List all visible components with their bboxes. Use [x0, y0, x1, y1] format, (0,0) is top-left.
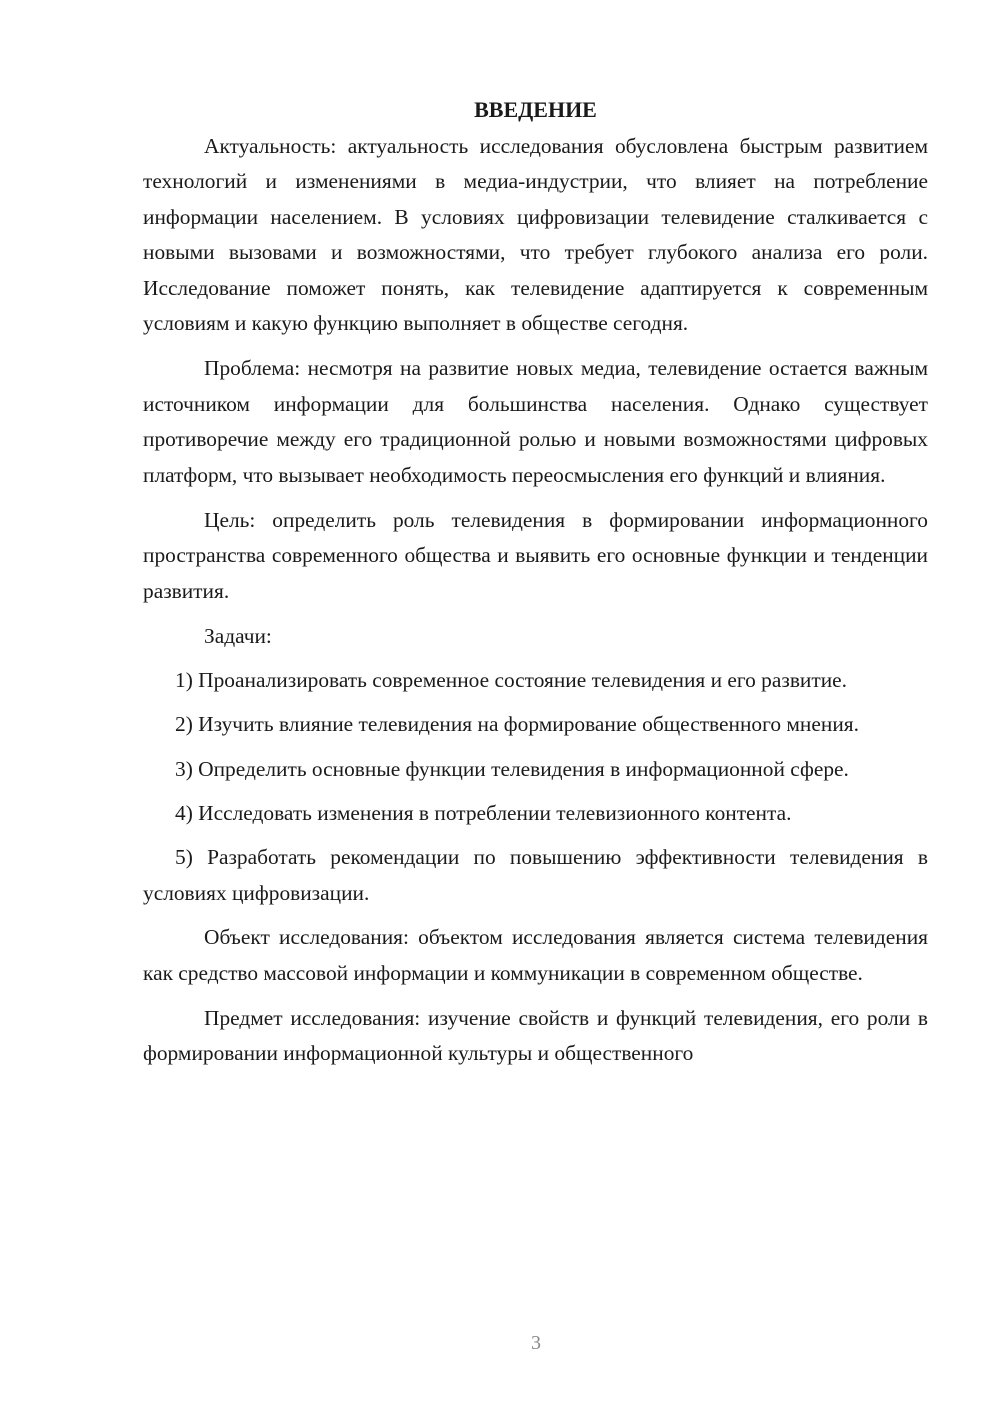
- relevance-paragraph: Актуальность: актуальность исследования обусловлена быстрым развитием технологий и изменениями в медиа-индустрии, что влияет на потребление информации населением. В условиях цифровизации телевидение сталкивается с новыми вызовами и возможностями, что требует глубокого анализа его роли. Исследование поможет понять, как телевидение адаптируется к современным условиям и какую функцию выполняет в обществе сегодня.: [143, 134, 928, 336]
- goal-paragraph: Цель: определить роль телевидения в формировании информационного пространства современного общества и выявить его основные функции и тенденции развития.: [143, 508, 928, 603]
- document-page: [143, 92, 928, 1082]
- list-item: 1) Проанализировать современное состояние телевидения и его развитие.: [175, 667, 848, 692]
- list-item: 3) Определить основные функции телевидения в информационной сфере.: [175, 756, 849, 781]
- object-paragraph: Объект исследования: объектом исследования является система телевидения как средство массовой информации и коммуникации в современном обществе.: [143, 925, 928, 985]
- tasks-list: [143, 663, 928, 911]
- page-title: ВВЕДЕНИЕ: [474, 97, 597, 122]
- list-item: 4) Исследовать изменения в потреблении телевизионного контента.: [175, 800, 792, 825]
- list-item: 2) Изучить влияние телевидения на формирование общественного мнения.: [175, 712, 859, 737]
- subject-paragraph: Предмет исследования: изучение свойств и функций телевидения, его роли в формировании информационной культуры и общественного: [143, 1005, 928, 1066]
- problem-paragraph: Проблема: несмотря на развитие новых медиа, телевидение остается важным источником информации для большинства населения. Однако существует противоречие между его традиционной ролью и новыми возможностями цифровых платформ, что вызывает необходимость переосмысления его функций и влияния.: [143, 356, 928, 487]
- list-item: 5) Разработать рекомендации по повышению эффективности телевидения в условиях цифровизации.: [143, 845, 928, 905]
- page-number: 3: [531, 1332, 541, 1354]
- tasks-label: Задачи:: [204, 624, 272, 649]
